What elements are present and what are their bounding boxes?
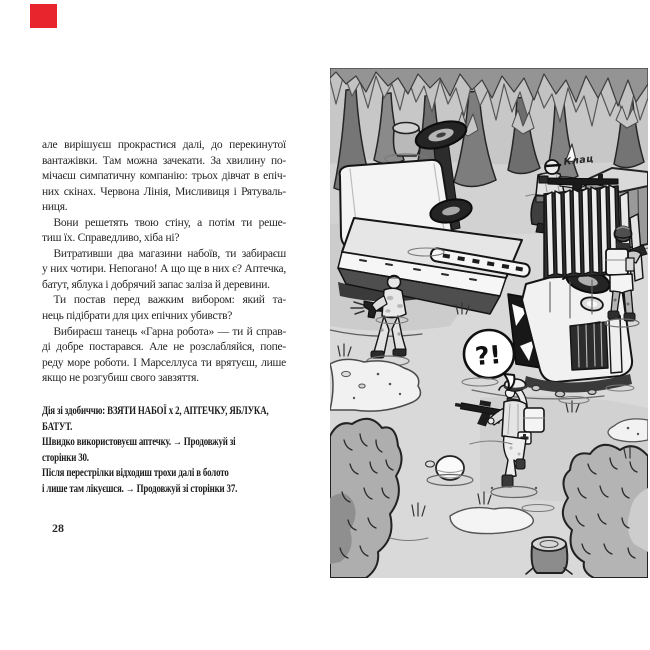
action-line: сторінки 30. xyxy=(42,451,89,464)
action-line: Після перестрілки відходиш трохи далі в болото xyxy=(42,467,229,480)
body-line: але вирішуєш прокрастися далі, до перекинутої xyxy=(42,139,286,151)
action-line: і лише там лікуєшся. → Продовжуй зі сторінки 37. xyxy=(42,482,238,495)
sfx-text: Клац xyxy=(563,153,595,168)
body-line: Вони решетять твою стіну, а потім ти реше- xyxy=(53,216,286,229)
body-line: Витративши два магазини набоїв, ти забираєш xyxy=(53,247,286,260)
body-line: вантажівки. Там можна зачекати. За хвилину по- xyxy=(42,154,286,167)
body-line: нець підібрати для цих епічних убивств? xyxy=(42,310,233,323)
body-line: у них чотири. Непогано! А що ще в них є? Аптечка, xyxy=(42,263,286,276)
action-line: Дія зі здобиччю: ВЗЯТИ НАБОЇ х 2, АПТЕЧКУ, ЯБЛУКА, xyxy=(42,405,269,417)
red-click-marker xyxy=(30,4,57,28)
action-block xyxy=(42,404,342,498)
bubble-text: ?! xyxy=(473,340,503,372)
body-line: них скінах. Червона Лінія, Мисливиця і Рятуваль- xyxy=(42,185,286,198)
soldier-right-backpack xyxy=(606,249,628,275)
body-text xyxy=(42,138,286,387)
body-line: Вибираєш танець «Гарна робота» — ти й справ- xyxy=(53,325,286,338)
body-line: мічаєш симпатичну компанію: трьох дівчат в епіч- xyxy=(42,170,286,183)
action-line: Швидко використовуєш аптечку. → Продовжуй зі xyxy=(42,436,236,449)
body-line: тиш їх. Справедливо, хіба ні? xyxy=(42,232,180,245)
body-line: якщо не розгубиш свого завзяття. xyxy=(42,372,199,385)
body-line: ниця. xyxy=(42,201,68,214)
girl-backpack xyxy=(524,408,544,432)
body-line: батут, яблука і добрячий запас заліза й деревини. xyxy=(42,278,270,291)
swamp-illustration xyxy=(330,68,648,578)
action-line: БАТУТ. xyxy=(42,420,73,433)
page-number: 28 xyxy=(52,521,64,535)
body-line: ді добре постарався. Але не розслабляйся, попе- xyxy=(42,341,286,354)
body-line: реду море роботи. І Марселлуса ти врятуєш, лише xyxy=(42,356,286,369)
body-line: Ти постав перед важким вибором: який та- xyxy=(53,294,286,307)
stump-bottom xyxy=(526,537,572,574)
